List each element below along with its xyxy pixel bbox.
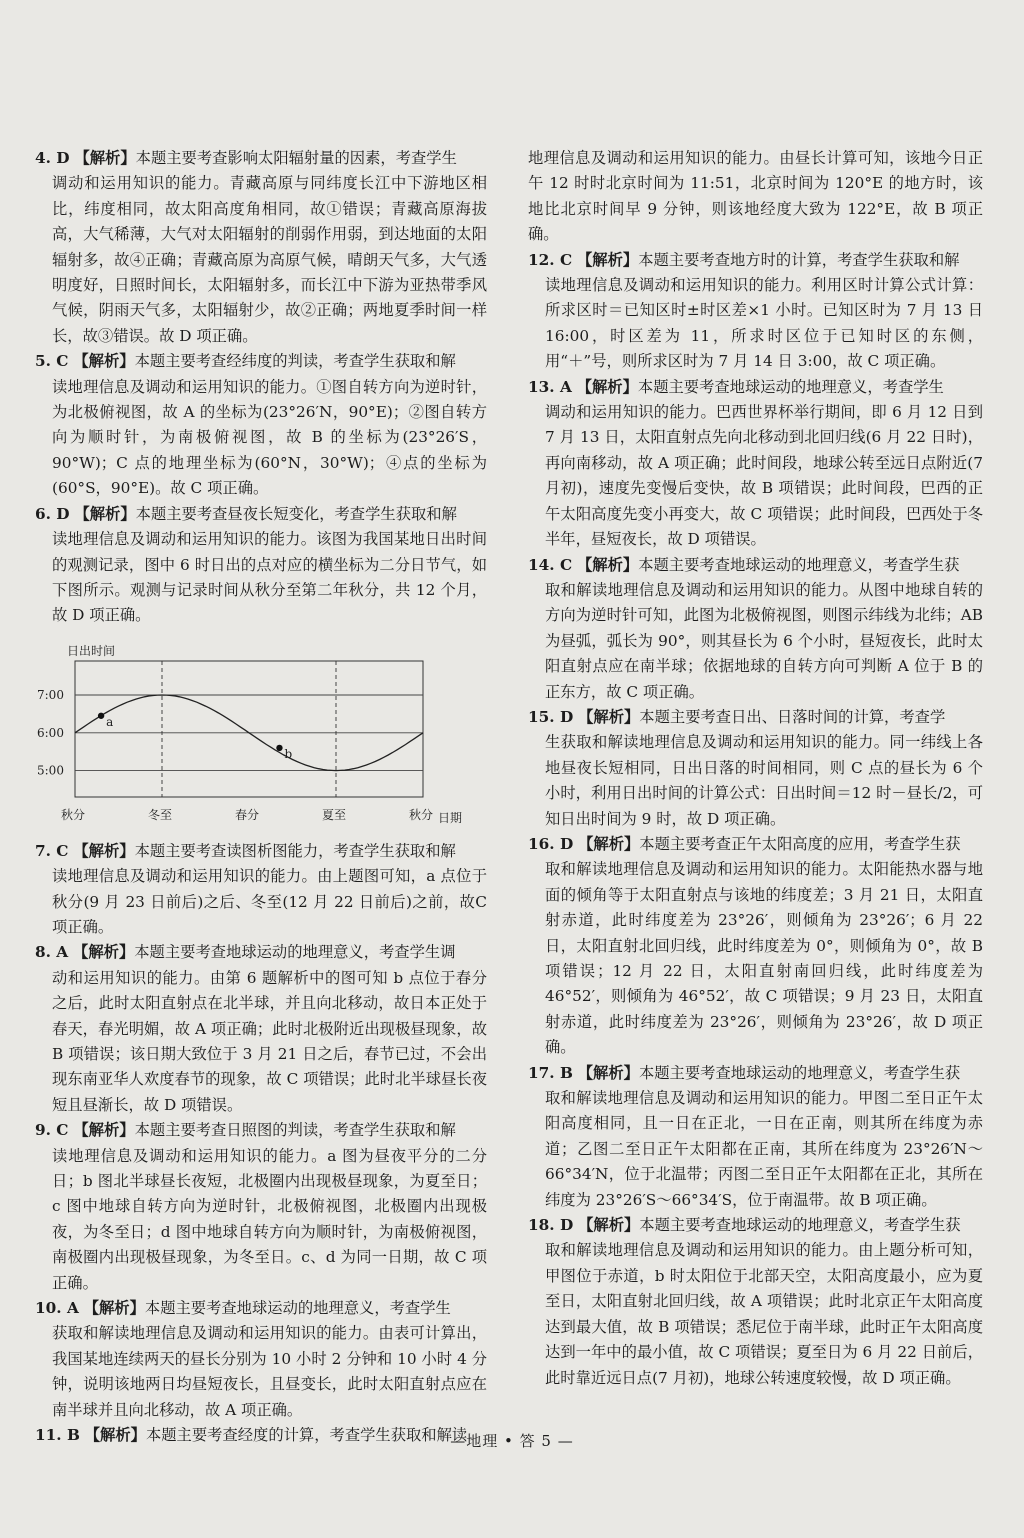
item-number: 9. C xyxy=(35,1121,69,1140)
item-number: 15. D xyxy=(528,707,574,726)
item-number: 12. C xyxy=(528,250,573,269)
analysis-tag: 【解析】 xyxy=(578,707,640,726)
answer-item xyxy=(35,146,487,349)
y-tick-label: 7:00 xyxy=(37,687,64,702)
item-first-line: 本题主要考查读图析图能力，考查学生获取和解 xyxy=(134,841,456,860)
answer-item xyxy=(528,1213,983,1391)
x-tick-label: 夏至 xyxy=(322,807,347,822)
answer-item xyxy=(528,375,983,553)
item-number: 6. D xyxy=(35,504,70,523)
item-body: 取和解读地理信息及调动和运用知识的能力。太阳能热水器与地面的倾角等于太阳直射点与该地的纬度差；3 月 21 日，太阳直射赤道，此时纬度差为 23°26′，则倾角为 23°26′；6 月 22 日，太阳直射北回归线，此时纬度差为 0°，则倾角为 0°，故 B 项错误；12 月 22 日，太阳直射南回归线，此时纬度差为 46°52′，则倾角为 46°52′，故 C 项错误；9 月 23 日，太阳直射赤道，此时纬度差为 23°26′，则倾角为 23°26′，故 D 项正确。 xyxy=(545,860,983,1057)
analysis-tag: 【解析】 xyxy=(73,352,135,371)
analysis-tag: 【解析】 xyxy=(577,1063,639,1082)
item-body: 读地理信息及调动和运用知识的能力。该图为我国某地日出时间的观测记录，图中 6 时日出的点对应的横坐标为二分日节气，如下图所示。观测与记录时间从秋分至第二年秋分，共 12 个月，故 D 项正确。 xyxy=(52,530,487,625)
item-body: 取和解读地理信息及调动和运用知识的能力。由上题分析可知，甲图位于赤道，b 时太阳位于北部天空，太阳高度最小，应为夏至日，太阳直射北回归线，故 A 项错误；此时北京正午太阳高度达到最大值，故 B 项错误；悉尼位于南半球，此时正午太阳高度达到一年中的最小值，故 C 项错误；夏至日为 6 月 22 日前后，此时靠近远日点(7 月初)，地球公转速度较慢，故 D 项正确。 xyxy=(545,1241,983,1387)
answer-item xyxy=(35,839,487,941)
answer-item xyxy=(35,1296,487,1423)
analysis-tag: 【解析】 xyxy=(577,555,639,574)
analysis-tag: 【解析】 xyxy=(577,250,639,269)
item-body: 取和解读地理信息及调动和运用知识的能力。甲图二至日正午太阳高度相同，且一日在正北，一日在正南，则其所在纬度为赤道；乙图二至日正午太阳都在正南，其所在纬度为 23°26′N～66°34′N，位于北温带；丙图二至日正午太阳都在正北，其所在纬度为 23°26′S～66°34′S，位于南温带。故 B 项正确。 xyxy=(545,1089,983,1209)
item-number: 14. C xyxy=(528,555,573,574)
point-label-b: b xyxy=(284,746,293,761)
item-body: 读地理信息及调动和运用知识的能力。a 图为昼夜平分的二分日；b 图北半球昼长夜短，北极圈内出现极昼现象，为夏至日；c 图中地球自转方向为逆时针，北极俯视图，北极圈内出现极夜，为冬至日；d 图中地球自转方向为顺时针，为南极俯视图，南极圈内出现极昼现象，为冬至日。c、d 为同一日期，故 C 项正确。 xyxy=(52,1146,487,1292)
item-body: 调动和运用知识的能力。青藏高原与同纬度长江中下游地区相比，纬度相同，故太阳高度角相同，故①错误；青藏高原海拔高，大气稀薄，大气对太阳辐射的削弱作用弱，到达地面的太阳辐射多，故④正确；青藏高原为高原气候，晴朗天气多，大气透明度好，日照时间长，太阳辐射多，而长江中下游为亚热带季风气候，阴雨天气多，太阳辐射少，故②正确；两地夏季时间一样长，故③错误。故 D 项正确。 xyxy=(52,174,487,345)
item-first-line: 本题主要考查经纬度的判读，考查学生获取和解 xyxy=(134,352,456,371)
item-first-line: 本题主要考查地球运动的地理意义，考查学生获 xyxy=(638,555,960,574)
item-number: 17. B xyxy=(528,1063,573,1082)
item-first-line: 本题主要考查地球运动的地理意义，考查学生 xyxy=(144,1299,451,1318)
x-tick-label: 秋分 xyxy=(61,807,86,822)
chart-xlabel: 日期 xyxy=(438,810,463,825)
chart-ylabel: 日出时间 xyxy=(67,643,116,658)
item-body: 生获取和解读地理信息及调动和运用知识的能力。同一纬线上各地昼夜长短相同，日出日落的时间相同，则 C 点的昼长为 6 个小时，利用日出时间的计算公式：日出时间＝12 时－昼长/2，可知日出时间为 9 时，故 D 项正确。 xyxy=(545,733,983,828)
sunrise-time-chart xyxy=(35,639,487,835)
item-number: 7. C xyxy=(35,841,69,860)
analysis-tag: 【解析】 xyxy=(73,943,135,962)
item-first-line: 本题主要考查地方时的计算，考查学生获取和解 xyxy=(638,250,960,269)
item-body: 读地理信息及调动和运用知识的能力。利用区时计算公式计算：所求区时＝已知区时±时区差×1 小时。已知区时为 7 月 13 日 16:00，时区差为 11，所求时区位于已知时区的东侧，用“＋”号，则所求区时为 7 月 14 日 3:00，故 C 项正确。 xyxy=(545,276,983,371)
page-footer: —地理 • 答 5 — xyxy=(450,1432,574,1450)
point-b xyxy=(276,744,282,750)
item-first-line: 本题主要考查昼夜长短变化，考查学生获取和解 xyxy=(135,504,457,523)
item-number: 16. D xyxy=(528,834,574,853)
item-number: 13. A xyxy=(528,377,572,396)
item-first-line: 本题主要考查地球运动的地理意义，考查学生获 xyxy=(639,1216,961,1235)
answer-item xyxy=(528,832,983,1061)
answer-item xyxy=(35,349,487,501)
y-tick-label: 5:00 xyxy=(37,763,64,778)
answer-item xyxy=(528,1061,983,1213)
item-number: 10. A xyxy=(35,1299,79,1318)
answer-item xyxy=(35,940,487,1118)
item-body: 地理信息及调动和运用知识的能力。由昼长计算可知，该地今日正午 12 时时北京时间为 11:51，北京时间为 120°E 的地方时，该地比北京时间早 9 分钟，则该地经度大致为 122°E，故 B 项正确。 xyxy=(528,149,983,244)
item-body: 调动和运用知识的能力。巴西世界杯举行期间，即 6 月 12 日到 7 月 13 日，太阳直射点先向北移动到北回归线(6 月 22 日时)，再向南移动，故 A 项正确；此时间段，地球公转至远日点附近(7 月初)，速度先变慢后变快，故 B 项错误；此时间段，巴西的正午太阳高度先变小再变大，故 C 项错误；此时间段，巴西处于冬半年，昼短夜长，故 D 项错误。 xyxy=(545,403,983,549)
item-first-line: 本题主要考查地球运动的地理意义，考查学生调 xyxy=(134,943,456,962)
item-body: 读地理信息及调动和运用知识的能力。由上题图可知，a 点位于秋分(9 月 23 日前后)之后、冬至(12 月 22 日前后)之前，故C 项正确。 xyxy=(52,867,487,936)
analysis-tag: 【解析】 xyxy=(578,1216,640,1235)
answer-item xyxy=(528,705,983,832)
item-first-line: 本题主要考查地球运动的地理意义，考查学生 xyxy=(637,377,944,396)
x-tick-label: 冬至 xyxy=(148,807,173,822)
answer-item xyxy=(35,502,487,629)
analysis-tag: 【解析】 xyxy=(74,149,136,167)
left-column xyxy=(35,146,487,1448)
item-body: 取和解读地理信息及调动和运用知识的能力。从图中地球自转的方向为逆时针可知，此图为北极俯视图，则图示纬线为北纬；AB 为昼弧，弧长为 90°，则其昼长为 6 个小时，昼短夜长，此时太阳直射点应在南半球；依据地球的自转方向可判断 A 位于 B 的正东方，故 C 项正确。 xyxy=(545,580,983,701)
plot-frame xyxy=(75,661,423,797)
answer-item xyxy=(528,248,983,375)
item-number: 5. C xyxy=(35,352,69,371)
x-tick-label: 春分 xyxy=(235,807,260,822)
analysis-tag: 【解析】 xyxy=(576,377,638,396)
analysis-tag: 【解析】 xyxy=(73,841,135,860)
answer-item xyxy=(528,146,983,248)
item-number: 18. D xyxy=(528,1216,574,1235)
item-first-line: 本题主要考查影响太阳辐射量的因素，考查学生 xyxy=(135,149,457,167)
analysis-tag: 【解析】 xyxy=(73,1121,135,1140)
answer-item xyxy=(528,553,983,705)
item-first-line: 本题主要考查日出、日落时间的计算，考查学 xyxy=(639,707,946,726)
point-a xyxy=(98,712,104,718)
item-first-line: 本题主要考查正午太阳高度的应用，考查学生获 xyxy=(639,834,961,853)
analysis-tag: 【解析】 xyxy=(83,1299,145,1318)
answer-item xyxy=(35,1118,487,1296)
x-tick-label: 秋分 xyxy=(409,807,434,822)
item-first-line: 本题主要考查经度的计算，考查学生获取和解读 xyxy=(145,1426,468,1445)
item-body: 动和运用知识的能力。由第 6 题解析中的图可知 b 点位于春分之后，此时太阳直射点在北半球，并且向北移动，故日本正处于春天，春光明媚，故 A 项正确；此时北极附近出现极昼现象，故 B 项错误；该日期大致位于 3 月 21 日之后，春节已过，不会出现东南亚华人欢度春节的现象，故 C 项错误；此时北半球昼长夜短且昼渐长，故 D 项错误。 xyxy=(52,968,487,1114)
item-body: 获取和解读地理信息及调动和运用知识的能力。由表可计算出，我国某地连续两天的昼长分别为 10 小时 2 分钟和 10 小时 4 分钟，说明该地两日均昼短夜长，且昼变长，此时太阳直射点应在南半球并且向北移动，故 A 项正确。 xyxy=(52,1324,487,1419)
point-label-a: a xyxy=(106,714,114,729)
item-first-line: 本题主要考查地球运动的地理意义，考查学生获 xyxy=(638,1063,961,1082)
right-column xyxy=(528,146,983,1391)
y-tick-label: 6:00 xyxy=(37,725,64,740)
analysis-tag: 【解析】 xyxy=(578,834,640,853)
item-body: 读地理信息及调动和运用知识的能力。①图自转方向为逆时针，为北极俯视图，故 A 的坐标为(23°26′N，90°E)；②图自转方向为顺时针，为南极俯视图，故 B 的坐标为(23°26′S，90°W)；C 点的地理坐标为(60°N，30°W)；④点的坐标为(60°S，90°E)。故 C 项正确。 xyxy=(52,377,487,498)
item-number: 4. D xyxy=(35,149,70,167)
item-first-line: 本题主要考查日照图的判读，考查学生获取和解 xyxy=(134,1121,456,1140)
item-number: 8. A xyxy=(35,943,69,962)
analysis-tag: 【解析】 xyxy=(74,504,136,523)
item-number: 11. B xyxy=(35,1426,80,1445)
analysis-tag: 【解析】 xyxy=(84,1426,146,1445)
